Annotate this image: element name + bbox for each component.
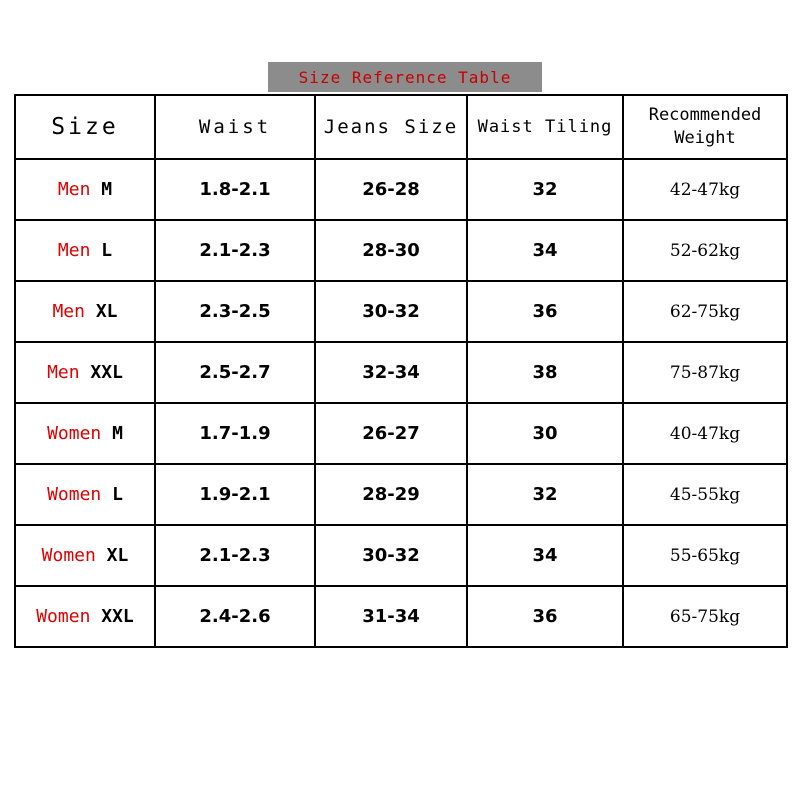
size-gender: Women <box>47 423 102 444</box>
cell-weight: 45-55kg <box>623 464 787 525</box>
cell-size <box>15 403 155 464</box>
cell-size <box>15 342 155 403</box>
cell-weight: 40-47kg <box>623 403 787 464</box>
cell-jeans: 28-29 <box>315 464 467 525</box>
size-reference-table <box>14 94 788 648</box>
cell-tiling: 38 <box>467 342 623 403</box>
cell-weight: 75-87kg <box>623 342 787 403</box>
cell-tiling: 34 <box>467 525 623 586</box>
size-letter: M <box>112 423 123 444</box>
size-letter: M <box>101 179 113 200</box>
column-header-recommended-weight: Recommended Weight <box>623 95 787 159</box>
cell-tiling: 36 <box>467 586 623 647</box>
size-letter: XL <box>95 301 118 322</box>
table-row <box>15 403 787 464</box>
table-row <box>15 159 787 220</box>
page-title: Size Reference Table <box>298 67 512 87</box>
column-header-jeans-size: Jeans Size <box>315 95 467 159</box>
column-header-size: Size <box>15 95 155 159</box>
column-header-waist: Waist <box>155 95 315 159</box>
size-gender: Women <box>36 606 91 627</box>
cell-tiling: 32 <box>467 464 623 525</box>
size-gender: Men <box>57 179 91 200</box>
cell-jeans: 28-30 <box>315 220 467 281</box>
table-row <box>15 281 787 342</box>
table-row <box>15 220 787 281</box>
cell-waist: 2.3-2.5 <box>155 281 315 342</box>
cell-weight: 42-47kg <box>623 159 787 220</box>
size-letter: L <box>101 240 113 261</box>
cell-jeans: 26-27 <box>315 403 467 464</box>
title-banner <box>268 62 542 92</box>
cell-waist: 2.1-2.3 <box>155 220 315 281</box>
cell-tiling: 30 <box>467 403 623 464</box>
cell-tiling: 34 <box>467 220 623 281</box>
size-letter: XXL <box>90 362 123 383</box>
cell-waist: 1.8-2.1 <box>155 159 315 220</box>
cell-waist: 2.4-2.6 <box>155 586 315 647</box>
table-row <box>15 342 787 403</box>
cell-size <box>15 464 155 525</box>
cell-weight: 65-75kg <box>623 586 787 647</box>
table-row <box>15 464 787 525</box>
size-letter: L <box>112 484 123 505</box>
cell-jeans: 30-32 <box>315 281 467 342</box>
cell-size <box>15 525 155 586</box>
cell-size <box>15 159 155 220</box>
size-letter: XXL <box>101 606 134 627</box>
column-header-waist-tiling: Waist Tiling <box>467 95 623 159</box>
size-gender: Men <box>57 240 91 261</box>
cell-jeans: 31-34 <box>315 586 467 647</box>
cell-jeans: 26-28 <box>315 159 467 220</box>
cell-size <box>15 586 155 647</box>
cell-tiling: 32 <box>467 159 623 220</box>
size-gender: Men <box>47 362 80 383</box>
size-letter: XL <box>106 545 129 566</box>
table-row <box>15 525 787 586</box>
cell-jeans: 32-34 <box>315 342 467 403</box>
size-gender: Men <box>52 301 85 322</box>
cell-size <box>15 220 155 281</box>
cell-waist: 1.7-1.9 <box>155 403 315 464</box>
cell-jeans: 30-32 <box>315 525 467 586</box>
cell-size <box>15 281 155 342</box>
cell-tiling: 36 <box>467 281 623 342</box>
cell-weight: 62-75kg <box>623 281 787 342</box>
size-gender: Women <box>47 484 102 505</box>
table-header <box>15 95 787 159</box>
table-row <box>15 586 787 647</box>
cell-waist: 2.1-2.3 <box>155 525 315 586</box>
header-row <box>15 95 787 159</box>
cell-weight: 55-65kg <box>623 525 787 586</box>
cell-weight: 52-62kg <box>623 220 787 281</box>
cell-waist: 1.9-2.1 <box>155 464 315 525</box>
cell-waist: 2.5-2.7 <box>155 342 315 403</box>
size-gender: Women <box>41 545 96 566</box>
table-body <box>15 159 787 647</box>
